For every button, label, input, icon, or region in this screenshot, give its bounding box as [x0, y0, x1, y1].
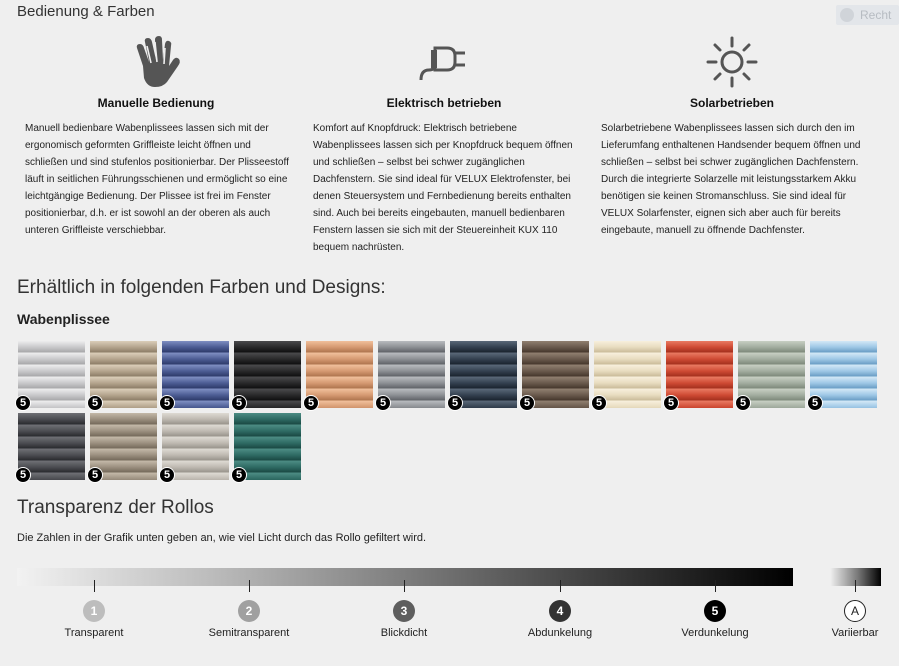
transparency-badge: 5 — [807, 395, 823, 411]
color-swatch[interactable] — [738, 341, 805, 408]
level-label: Blickdicht — [380, 627, 428, 639]
level-transparent — [44, 600, 144, 639]
level-label: Transparent — [64, 627, 124, 639]
colors-heading: Erhältlich in folgenden Farben und Designs: — [17, 277, 386, 298]
partial-control-button[interactable] — [836, 5, 899, 25]
transparency-badge: 5 — [375, 395, 391, 411]
color-swatch[interactable] — [306, 341, 373, 408]
transparency-badge: 5 — [447, 395, 463, 411]
level-blickdicht — [354, 600, 454, 639]
level-variierbar — [805, 600, 899, 639]
color-swatch[interactable] — [666, 341, 733, 408]
color-swatch[interactable] — [522, 341, 589, 408]
partial-control-label: Recht — [860, 8, 892, 22]
transparency-badge: 5 — [15, 467, 31, 483]
level-label: Abdunkelung — [527, 627, 593, 639]
scale-tick — [560, 580, 561, 592]
transparency-badge: 5 — [735, 395, 751, 411]
level-number-badge: 1 — [83, 600, 105, 622]
color-swatch[interactable] — [162, 413, 229, 480]
transparency-badge: 5 — [231, 467, 247, 483]
sun-icon — [593, 36, 871, 88]
scale-tick — [404, 580, 405, 592]
color-swatch[interactable] — [90, 413, 157, 480]
level-verdunkelung — [665, 600, 765, 639]
level-number-badge: 5 — [704, 600, 726, 622]
color-swatch[interactable] — [90, 341, 157, 408]
operation-features — [17, 36, 887, 266]
feature-title: Elektrisch betrieben — [386, 96, 502, 110]
color-swatch[interactable] — [594, 341, 661, 408]
feature-text: Manuell bedienbare Wabenplissees lassen sich mit der ergonomisch geformten Griffleiste leicht öffnen und schließen und sind stufenlos positionierbar. Der Plisseestoff läuft in seitlichen Führungsschienen und ermöglicht so eine leichtgängige Bedienung. Der Plissee ist frei im Fenster positionierbar, d.h. er ist sowohl an der oberen als auch unteren Griffleiste verschiebbar. — [25, 123, 289, 236]
transparency-badge: 5 — [231, 395, 247, 411]
transparency-badge: 5 — [591, 395, 607, 411]
color-swatch[interactable] — [234, 413, 301, 480]
level-number-badge: 3 — [393, 600, 415, 622]
feature-manual — [17, 36, 295, 239]
transparency-gradient-bar — [17, 568, 793, 586]
level-abdunkelung — [510, 600, 610, 639]
level-label: Verdunkelung — [681, 627, 749, 639]
color-swatch[interactable] — [18, 413, 85, 480]
scale-tick — [855, 580, 856, 592]
section-title: Bedienung & Farben — [17, 3, 155, 20]
level-number-badge: 4 — [549, 600, 571, 622]
scale-tick — [94, 580, 95, 592]
transparency-description: Die Zahlen in der Grafik unten geben an, wie viel Licht durch das Rollo gefiltert wird. — [17, 532, 427, 544]
level-label: Semitransparent — [208, 627, 290, 639]
color-swatch[interactable] — [450, 341, 517, 408]
feature-text: Komfort auf Knopfdruck: Elektrisch betriebene Wabenplissees lassen sich per Knopfdruck bequem öffnen und schließen – selbst bei schwer zugänglichen Dachfenstern. Sie sind ideal für VELUX Elektrofenster, bei denen Steuersystem und Fernbedienung bereits enthalten sind. Auch bei bereits eingebauten, manuell bedienbaren Fenstern lassen sie sich mit der Steuereinheit KUX 110 bequem nachrüsten. — [313, 123, 573, 253]
color-swatch[interactable] — [18, 341, 85, 408]
transparency-badge: 5 — [303, 395, 319, 411]
transparency-badge: 5 — [519, 395, 535, 411]
color-swatch[interactable] — [162, 341, 229, 408]
scale-tick — [715, 580, 716, 592]
transparency-badge: 5 — [663, 395, 679, 411]
transparency-badge: 5 — [159, 467, 175, 483]
level-label: Variierbar — [831, 627, 879, 639]
color-swatch[interactable] — [810, 341, 877, 408]
feature-solar — [593, 36, 871, 239]
variable-symbol-badge: A — [844, 600, 866, 622]
transparency-heading: Transparenz der Rollos — [17, 497, 214, 518]
level-semitransparent — [199, 600, 299, 639]
transparency-badge: 5 — [15, 395, 31, 411]
product-subheading: Wabenplissee — [17, 311, 110, 327]
hand-icon — [17, 36, 295, 88]
feature-title: Manuelle Bedienung — [97, 96, 215, 110]
feature-text: Solarbetriebene Wabenplissees lassen sich durch den im Lieferumfang enthaltenen Handsender bequem öffnen und schließen – selbst bei schwer zugänglichen Dachfenstern. Durch die integrierte Solarzelle mit leistungsstarkem Akku benötigen sie keinen Stromanschluss. Sie sind ideal für VELUX Solarfenster, eignen sich aber auch für bereits eingebaute, manuell zu öffnende Dachfenster. — [601, 123, 861, 236]
level-number-badge: 2 — [238, 600, 260, 622]
scale-tick — [249, 580, 250, 592]
transparency-badge: 5 — [87, 395, 103, 411]
color-swatch[interactable] — [378, 341, 445, 408]
feature-title: Solarbetrieben — [689, 96, 775, 110]
feature-electric — [305, 36, 583, 256]
transparency-badge: 5 — [159, 395, 175, 411]
plug-icon — [305, 36, 583, 88]
circle-icon — [840, 8, 854, 22]
transparency-badge: 5 — [87, 467, 103, 483]
color-swatch[interactable] — [234, 341, 301, 408]
